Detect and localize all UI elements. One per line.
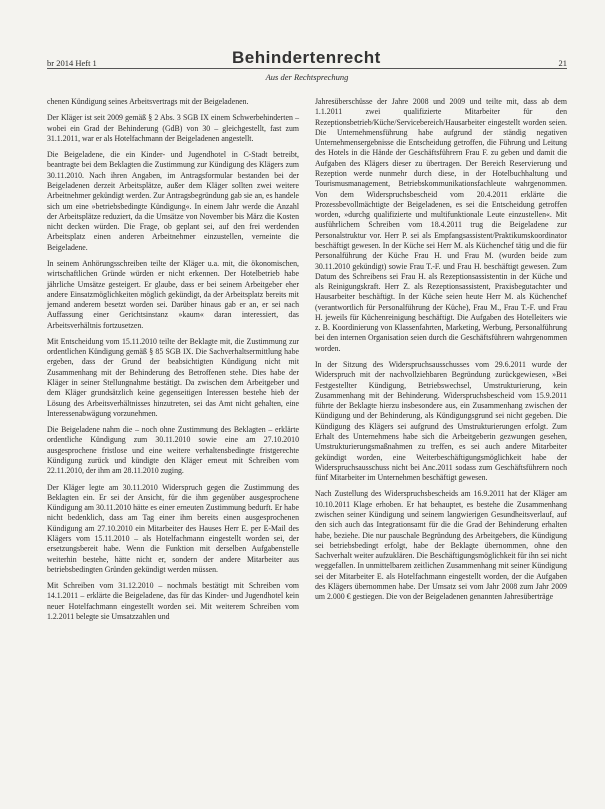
paragraph: In der Sitzung des Widerspruchsausschusses vom 29.6.2011 wurde der Widerspruch mit der nachvollziehbaren Begründung zurückgewiesen, »Bei Festgestellter Kündigung, Betriebswechsel, Umstrukturierung, kein Zusammenhang mit der Behinderung. Widerspruchsbescheid vom 15.9.2011 führte der Beklagte hierzu insbesondere aus, ein Zusammenhang zwischen der Kündigung und der Behinderung, als Kündigungsgrund sei nicht gegeben. Die Kündigung des Klägers sei aufgrund des Umstrukturierungen erfolgt. Zum Erhalt des Unternehmens habe sich die Arbeitgeberin gezwungen gesehen, Umstrukturierungsmaßnahmen zu treffen, es sei auch andere Mitarbeiter gekündigt worden, eine Weiterbeschäftigungsmöglichkeit habe der Widerspruchsausschuss nicht bei Anc.2011 sodass zum Geschäftsführern noch fünf Mitarbeiter im Unternehmen beschäftigt gewesen. — [315, 360, 567, 483]
page-number: 21 — [558, 58, 567, 68]
paragraph: Mit Schreiben vom 31.12.2010 – nochmals bestätigt mit Schreiben vom 14.1.2011 – erklärte die Beigeladene, das für das Kinder- und Jugendhotel kein neuer Hotelfachmann eingestellt worden sei. Mit weiterem Schreiben vom 1.2.2011 belegte sie Umsatzzahlen und — [47, 581, 299, 621]
journal-title: Behindertenrecht — [232, 48, 381, 67]
paragraph: Der Kläger legte am 30.11.2010 Widerspruch gegen die Zustimmung des Beklagten ein. Er sei der Ansicht, für die ihm gegenüber ausgesprochene Kündigung am 30.11.2010 hätte es einer erneuten Zustimmung bedurft. Er habe nicht bedenklich, dass am Tag einer ihm bereits einen ausgesprochenen Kündigung am 27.10.2010 ein Mitarbeiter des Hauses Herr E. per E-Mail des Klägers vom 15.11.2010 – als Hotelfachmann eingestellt worden sei, der ersetzungsbereit habe. Wenn die Funktion mit derselben Aufgabenstelle weiterhin bestehe, hätte nicht er, sondern der andere Mitarbeiter aus betriebsbedingten Gründen gekündigt werden müssen. — [47, 482, 299, 574]
header-rule — [47, 68, 567, 69]
paragraph: Die Beigeladene nahm die – noch ohne Zustimmung des Beklagten – erklärte ordentliche Kündigung zum 30.11.2010 sowie eine am 27.10.2010 ausgesprochene fristlose und eine weitere verhaltensbedingte fristgerechte Kündigung zurück und kündigte den Kläger erneut mit Schreiben vom 22.11.2010, der ihm am 28.11.2010 zuging. — [47, 425, 299, 476]
issue-label: br 2014 Heft 1 — [47, 58, 97, 68]
paragraph: Die Beigeladene, die ein Kinder- und Jugendhotel in C-Stadt betreibt, beantragte bei dem Beklagten die Zustimmung zur Kündigung des Klägers zum 30.11.2010. Nach ihren Angaben, im Antragsformular bestanden bei der Beigeladenen derzeit Arbeitsplätze, außer dem Kläger sollten zwei weitere Arbeitnehmer gekündigt werden. Zur Antragsbegründung gab sie an, es handele sich um eine »betriebsbedingte Kündigung«. In einem Jahr werde die Anzahl der Arbeitsplätze reduziert, da die Umsätze von November bis März die Kosten nicht decken würden. Die Frage, ob geplant sei, auf den frei werdenden Arbeitsplatz einen anderen Arbeitnehmer einzustellen, verneinte die Beigeladene. — [47, 150, 299, 252]
left-column — [47, 97, 299, 797]
paragraph: Nach Zustellung des Widerspruchsbescheids am 16.9.2011 hat der Kläger am 10.10.2011 Klage erhoben. Er hat behauptet, es bestehe die Zusammenhang zwischen seiner Kündigung und seinem langwierigen Gesundheitsverlauf, auf den sich auch das Integrationsamt für die die Grad der Behinderung erhalten habe, beziehe. Die nur pauschale Begründung des Arbeitgebers, die Kündigung sei betriebsbedingt erfolgt, habe der Beklagte übernommen, ohne den Sachverhalt weiter aufzuklären. Die Beschäftigungsmöglichkeit für ihn sei nicht weggefallen. In unmittelbarem zeitlichen Zusammenhang mit seiner Kündigung sei der Mitarbeiter E. als Hotelfachmann eingestellt worden, der die Aufgaben des Klägers übernommen habe. Der Umsatz sei vom Jahr 2008 zum Jahr 2009 um 2.000 € gestiegen. Die von der Beigeladenen genannten Jahresüberträge — [315, 489, 568, 602]
paragraph: Jahresüberschüsse der Jahre 2008 und 2009 und teilte mit, dass ab dem 1.1.2011 zwei qualifizierte Mitarbeiter für den Rezeptionsbetrieb/Küche/Servicebereich/Hausarbeiter eingestellt worden seien. Die Unternehmensführung habe aufgrund der ständig negativen Unternehmensergebnisse die Entscheidung getroffen, die Führung und Leitung des Hotels in die Hände der Geschäftsführern Frau F. zu geben und damit die Aufgaben des Klägers dieser zu übertragen. Der Bereich Reservierung und Rezeption werde nunmehr durch diese, in der Hotelbuchhaltung und Tourismusmanagement, Betriebskommunikationsfachleute wahrgenommen. Von dem Widerspruchsbescheid vom 20.4.2011 erklärte die Prozessbevollmächtigte der Beigeladenen, es sei die Entscheidung getroffen worden, »durchg qualifizierte und multifunktionale Leute einzustellen«. Mit ausführlichem Schreiben vom 18.4.2011 trug die Beigeladene zur Personalstruktur vor. Herr P. sei als Empfangsassistent/Praktikumskoordinator beschäftigt gewesen. In der Küche sei Herr M. als Küchenchef tätig und die für Personalführung der Küche Frau H. und Frau M. (wurden beide zum 30.11.2010 gekündigt) sowie Frau T.-F. und Frau H. beschäftigt gewesen. Zum Datum des Schreibens sei Frau H. als Rezeptionsassistentin in der Küche und als Reinigungskraft. Herr Z. als Rezeptionsassistent, Praxisbegutachter und Hausarbeiter beschäftigt. In der Küche seien heute Herr M. als Küchenchef (verantwortlich für Personalführung der Küche), Frau M., Frau T.-F. und Frau H. jeweils für Küchenreinigung beschäftigt. Die Aufgaben des Hotelleiters wie z. B. Koordinierung von Klassenfahrten, Marketing, Werbung, Personalführung bei den internen Organisation seien durch die Geschäftsführern wahrgenommen worden. — [315, 97, 567, 353]
right-column — [315, 97, 567, 797]
paragraph: chenen Kündigung seines Arbeitsvertrags mit der Beigeladenen. — [47, 97, 249, 106]
page-header — [47, 48, 567, 84]
text-columns — [47, 97, 567, 797]
paragraph: Mit Entscheidung vom 15.11.2010 teilte der Beklagte mit, die Zustimmung zur ordentlichen Kündigung gemäß § 85 SGB IX. Die Sachverhaltsermittlung habe ergeben, dass der Grund der beabsichtigten Kündigung nicht mit Zusammenhang mit der Behinderung des Betroffenen stehe. Dies habe der Kläger in seiner Stellungnahme bestätigt. Da zwischen dem Arbeitgeber und dem Kläger grundsätzlich keine gegenseitigen Interessen bestehe hieb der Lösung des Arbeitsverhältnisses hinzutreten, sei das Amt nicht gehalten, eine Interessenabwägung vorzunehmen. — [47, 336, 299, 418]
paragraph: In seinem Anhörungsschreiben teilte der Kläger u.a. mit, die ökonomischen, wirtschaftlichen Gründe würden er nicht erkennen. Der Hotelbetrieb habe jährliche Umsätze gesteigert. Er glaube, dass er bei seinem Arbeitgeber eher andere Einsatzmöglichkeiten möglich gekündigt, da der Arbeitsplatz bereits mit jemand anderem besetzt worden sei. Darüber hinaus gab er an, er sei nach Auffassung einer Gerichtsinstanz »kaum« daran interessiert, das Arbeitsverhältnis fortzusetzen. — [47, 258, 299, 330]
section-title: Aus der Rechtsprechung — [265, 72, 349, 82]
paragraph: Der Kläger ist seit 2009 gemäß § 2 Abs. 3 SGB IX einem Schwerbehinderten – wobei ein Grad der Behinderung (GdB) von 30 – gleichgestellt, fast zum 31.1.2011, war er als Hotelfachmann der Beigeladenen angestellt. — [47, 113, 299, 143]
